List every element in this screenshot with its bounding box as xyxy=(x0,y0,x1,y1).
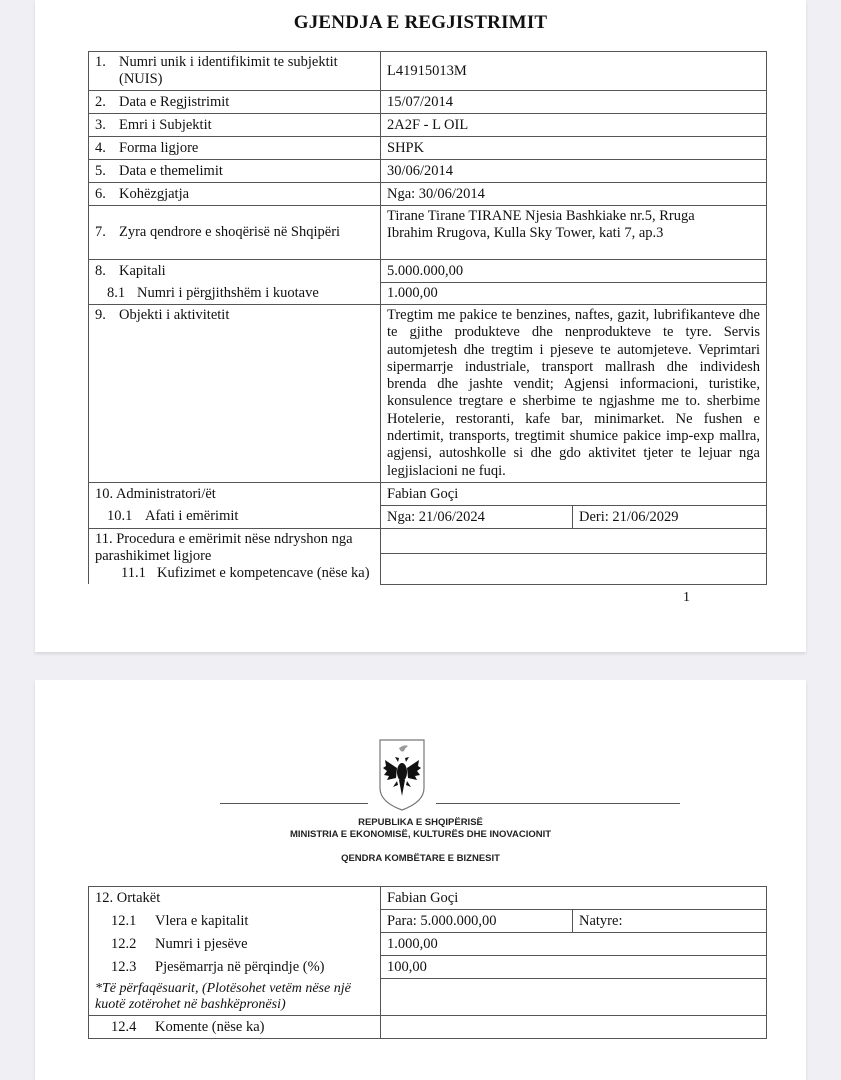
appointment-term-label: Afati i emërimit xyxy=(145,508,239,525)
subject-name-value: 2A2F - L OIL xyxy=(381,114,767,137)
table-row-activity: 9. Objekti i aktivitetit Tregtim me pakice te benzines, naftes, gazit, lubrifikanteve dhe te gjithe produkteve dhe nenprodukteve te tyre. Servis automjetesh dhe tregtim i pjeseve te automjeteve. Veprimtari sipermarrje industriale, transport mallrash dhe individesh brenda dhe jashte vendit; Agjensi informacioni, turistike, konsulence tregtare e sherbime te ngjashme me to. sherbime Hotelerie, restoranti, kafe bar, minimarket. Ne fushen e ndertimit, transports, tregtimit shumice pakice imp-exp mallra, agjensi, autoshkolle si dhe gdo aktivitet tjeter te lejuar nga legjislacioni ne fuqi. xyxy=(89,305,767,483)
table-row-nuis: 1. Numri unik i identifikimit te subjektit (NUIS) L41915013M xyxy=(89,52,767,91)
total-quotas-label: Numri i përgjithshëm i kuotave xyxy=(137,284,319,301)
capital-money-value: Para: 5.000.000,00 xyxy=(381,910,573,933)
appointment-procedure-value xyxy=(381,529,767,554)
table-row-representatives xyxy=(89,979,767,1016)
administrator-label: 10. Administratori/ët xyxy=(95,485,216,502)
table-row-registration-date: 2. Data e Regjistrimit 15/07/2014 xyxy=(89,91,767,114)
nuis-label: Numri unik i identifikimit te subjektit (NUIS) xyxy=(119,54,338,87)
document-title: GJENDJA E REGJISTRIMIT xyxy=(293,12,548,33)
table-row-duration: 6. Kohëzgjatja Nga: 30/06/2014 xyxy=(89,183,767,206)
activity-value: Tregtim me pakice te benzines, naftes, gazit, lubrifikanteve dhe te gjithe produkteve dhe nenprodukteve te tyre. Servis automjetesh dhe tregtim i pjeseve te automjeteve. Veprimtari sipermarrje industriale, transport mallrash dhe individesh brenda dhe jashte vendit; Agjensi informacioni, turistike, konsulence tregtare e sherbime te ngjashme me to. sherbime Hotelerie, restoranti, kafe bar, minimarket. Ne fushen e ndertimit, transports, tregtimit shumice pakice imp-exp mallra, agjensi, autoshkolle si dhe gdo aktivitet tjeter te lejuar nga legjislacioni ne fuqi. xyxy=(381,305,767,483)
subject-name-label: Emri i Subjektit xyxy=(119,116,212,133)
comments-value xyxy=(381,1016,767,1039)
capital-in-kind-value: Natyre: xyxy=(573,910,767,933)
activity-label: Objekti i aktivitetit xyxy=(119,307,230,323)
header-business-center: QENDRA KOMBËTARE E BIZNESIT xyxy=(341,853,500,864)
registration-date-label: Data e Regjistrimit xyxy=(119,93,230,110)
administrator-value: Fabian Goçi xyxy=(381,483,767,506)
capital-value-label: Vlera e kapitalit xyxy=(155,912,249,929)
shares-count-value: 1.000,00 xyxy=(381,933,767,956)
table-row-partners xyxy=(89,887,767,910)
appointment-term-from: Nga: 21/06/2024 xyxy=(381,506,573,529)
founding-date-label: Data e themelimit xyxy=(119,162,223,179)
table-row-capital-value: 12.1 Vlera e kapitalit Para: 5.000.000,00 Natyre: xyxy=(89,910,767,933)
competence-limits-label: Kufizimet e kompetencave (nëse ka) xyxy=(157,565,370,581)
participation-percent-label: Pjesëmarrja në përqindje (%) xyxy=(155,958,325,975)
partners-table xyxy=(88,886,767,1039)
legal-form-label: Forma ligjore xyxy=(119,139,199,156)
duration-label: Kohëzgjatja xyxy=(119,185,190,202)
headquarters-label: Zyra qendrore e shoqërisë në Shqipëri xyxy=(119,224,341,240)
founding-date-value: 30/06/2014 xyxy=(381,160,767,183)
header-divider-right xyxy=(436,803,680,804)
table-row-appointment-procedure: 11. Procedura e emërimit nëse ndryshon nga parashikimet ligjore 11.1 Kufizimet e kompetencave (nëse ka) xyxy=(89,529,767,554)
table-row-legal-form: 4. Forma ligjore SHPK xyxy=(89,137,767,160)
table-row-founding-date: 5. Data e themelimit 30/06/2014 xyxy=(89,160,767,183)
header-ministry: MINISTRIA E EKONOMISË, KULTURËS DHE INOVACIONIT xyxy=(289,829,552,840)
table-row-total-quotas: 8.1 Numri i përgjithshëm i kuotave 1.000,00 xyxy=(89,283,767,305)
page-number: 1 xyxy=(683,590,690,605)
table-row-headquarters: 7. Zyra qendrore e shoqërisë në Shqipëri Tirane Tirane TIRANE Njesia Bashkiake nr.5, Rruga Ibrahim Rrugova, Kulla Sky Tower, kati 7, ap.3 xyxy=(89,206,767,260)
table-row-participation-percent: 12.3 Pjesëmarrja në përqindje (%) 100,00 xyxy=(89,956,767,979)
nuis-value: L41915013M xyxy=(381,52,767,91)
legal-form-value: SHPK xyxy=(381,137,767,160)
header-divider-left xyxy=(220,803,368,804)
registration-table xyxy=(88,51,767,585)
table-row-subject-name: 3. Emri i Subjektit 2A2F - L OIL xyxy=(89,114,767,137)
capital-value: 5.000.000,00 xyxy=(381,260,767,283)
table-row-comments: 12.4 Komente (nëse ka) xyxy=(89,1016,767,1039)
appointment-term-to: Deri: 21/06/2029 xyxy=(573,506,767,529)
duration-value: Nga: 30/06/2014 xyxy=(381,183,767,206)
table-row-capital: 8. Kapitali 5.000.000,00 xyxy=(89,260,767,283)
partners-label: 12. Ortakët xyxy=(95,889,161,906)
header-republic: REPUBLIKA E SHQIPËRISË xyxy=(358,817,483,828)
competence-limits-value xyxy=(381,554,767,584)
total-quotas-value: 1.000,00 xyxy=(381,283,767,305)
table-row-shares-count: 12.2 Numri i pjesëve 1.000,00 xyxy=(89,933,767,956)
table-row-administrator xyxy=(89,483,767,506)
albanian-coat-of-arms-icon xyxy=(377,738,427,812)
comments-label: Komente (nëse ka) xyxy=(155,1018,265,1035)
headquarters-value: Tirane Tirane TIRANE Njesia Bashkiake nr.5, Rruga Ibrahim Rrugova, Kulla Sky Tower, kati 7, ap.3 xyxy=(381,206,767,260)
table-row-appointment-term: 10.1 Afati i emërimit Nga: 21/06/2024 Deri: 21/06/2029 xyxy=(89,506,767,529)
appointment-procedure-label: 11. Procedura e emërimit nëse ndryshon nga parashikimet ligjore xyxy=(95,531,353,564)
representatives-label: *Të përfaqësuarit, (Plotësohet vetëm nëse një kuotë zotërohet në bashkëpronësi) xyxy=(89,979,381,1016)
document-page-1 xyxy=(35,0,806,652)
representatives-value xyxy=(381,979,767,1016)
capital-label: Kapitali xyxy=(119,262,166,279)
registration-date-value: 15/07/2014 xyxy=(381,91,767,114)
participation-percent-value: 100,00 xyxy=(381,956,767,979)
shares-count-label: Numri i pjesëve xyxy=(155,935,248,952)
partners-value: Fabian Goçi xyxy=(381,887,767,910)
document-page-2 xyxy=(35,680,806,1080)
